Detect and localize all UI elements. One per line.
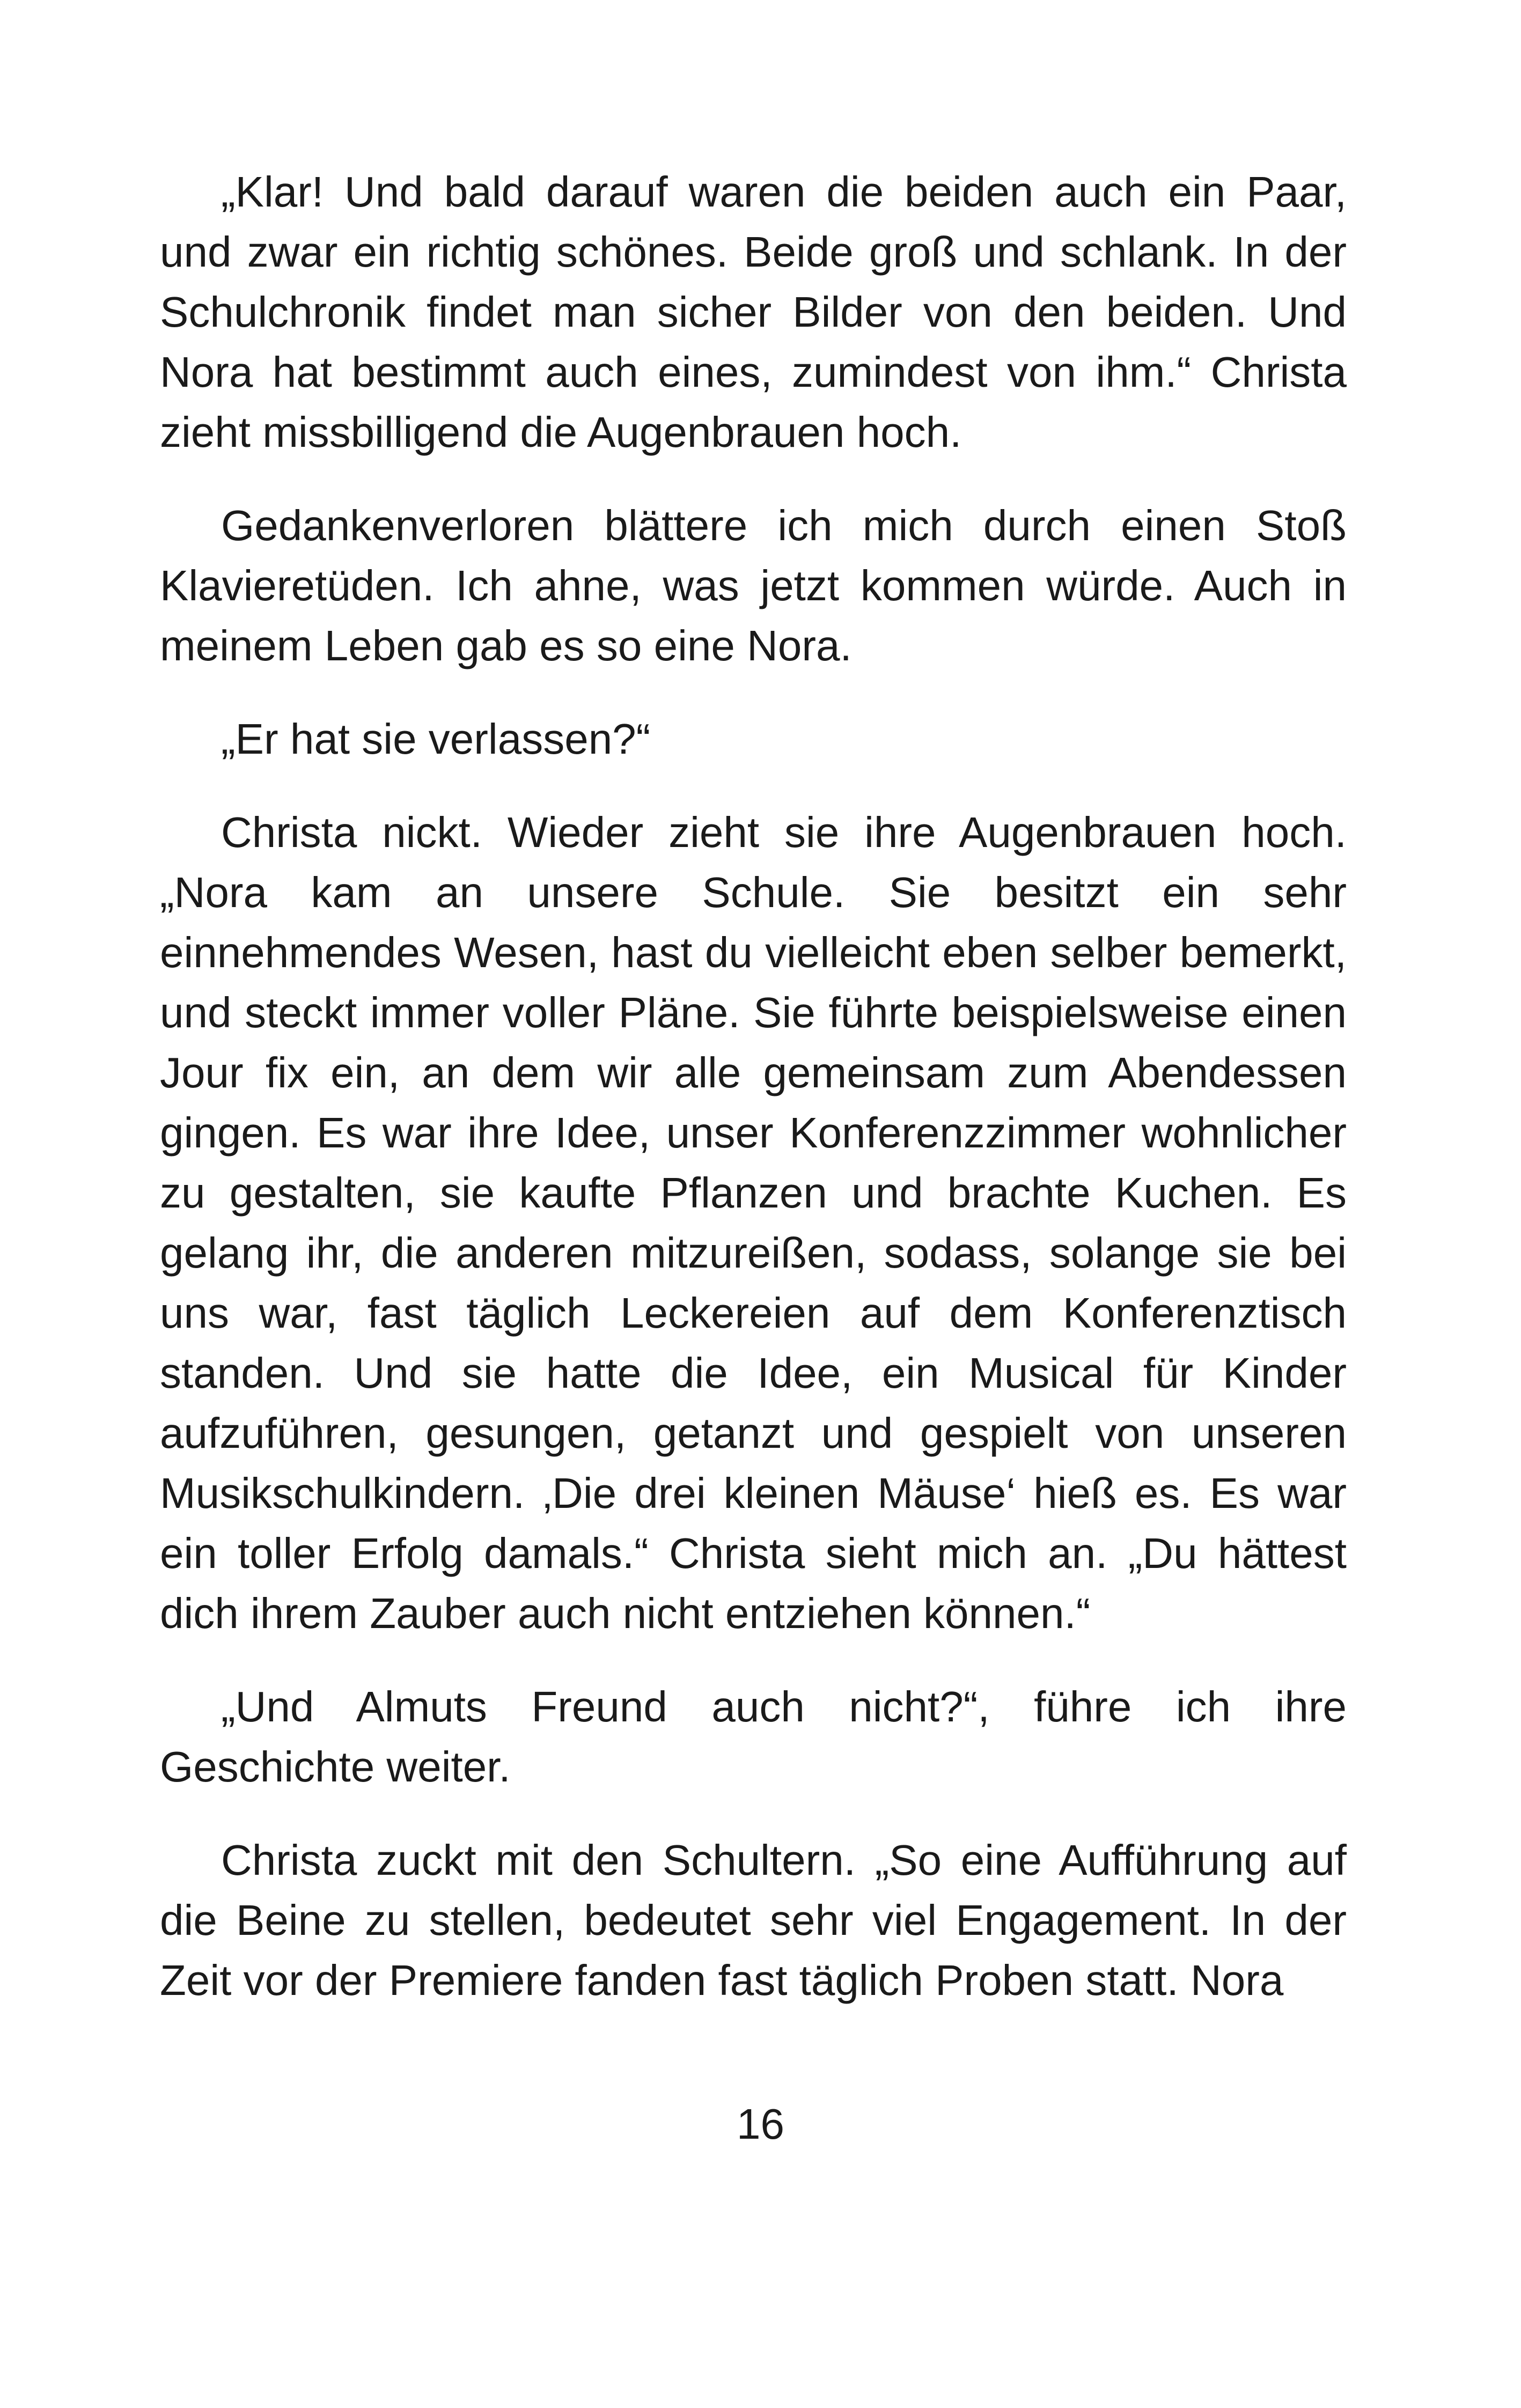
- paragraph-1: „Klar! Und bald darauf waren die beiden auch ein Paar, und zwar ein richtig schönes. Beide groß und schlank. In der Schulchronik findet man sicher Bilder von den beiden. Und Nora hat bestimmt auch eines, zumindest von ihm.“ Christa zieht missbilligend die Augenbrauen hoch.: [160, 168, 1347, 456]
- page-number: 16: [737, 2100, 784, 2148]
- paragraph-3: „Er hat sie verlassen?“: [221, 715, 651, 763]
- body-text: [160, 162, 1347, 2044]
- paragraph-2: Gedankenverloren blättere ich mich durch einen Stoß Klavieretüden. Ich ahne, was jetzt kommen würde. Auch in meinem Leben gab es so eine Nora.: [160, 502, 1347, 669]
- paragraph-4: Christa nickt. Wieder zieht sie ihre Augenbrauen hoch. „Nora kam an unsere Schule. Sie besitzt ein sehr einnehmendes Wesen, hast du vielleicht eben selber bemerkt, und steckt immer voller Pläne. Sie führte beispielsweise einen Jour fix ein, an dem wir alle gemeinsam zum Abendessen gingen. Es war ihre Idee, unser Konferenzzimmer wohnlicher zu gestalten, sie kaufte Pflanzen und brachte Kuchen. Es gelang ihr, die anderen mitzureißen, sodass, solange sie bei uns war, fast täglich Leckereien auf dem Konferenztisch standen. Und sie hatte die Idee, ein Musical für Kinder aufzuführen, gesungen, getanzt und gespielt von unseren Musikschulkindern. ‚Die drei kleinen Mäuse‘ hieß es. Es war ein toller Erfolg damals.“ Christa sieht mich an. „Du hättest dich ihrem Zauber auch nicht entziehen können.“: [160, 808, 1347, 1637]
- paragraph-5: „Und Almuts Freund auch nicht?“, führe ich ihre Geschichte weiter.: [160, 1683, 1347, 1791]
- paragraph-6: Christa zuckt mit den Schultern. „So eine Aufführung auf die Beine zu stellen, bedeutet sehr viel Engagement. In der Zeit vor der Premiere fanden fast täglich Proben statt. Nora: [160, 1836, 1347, 2004]
